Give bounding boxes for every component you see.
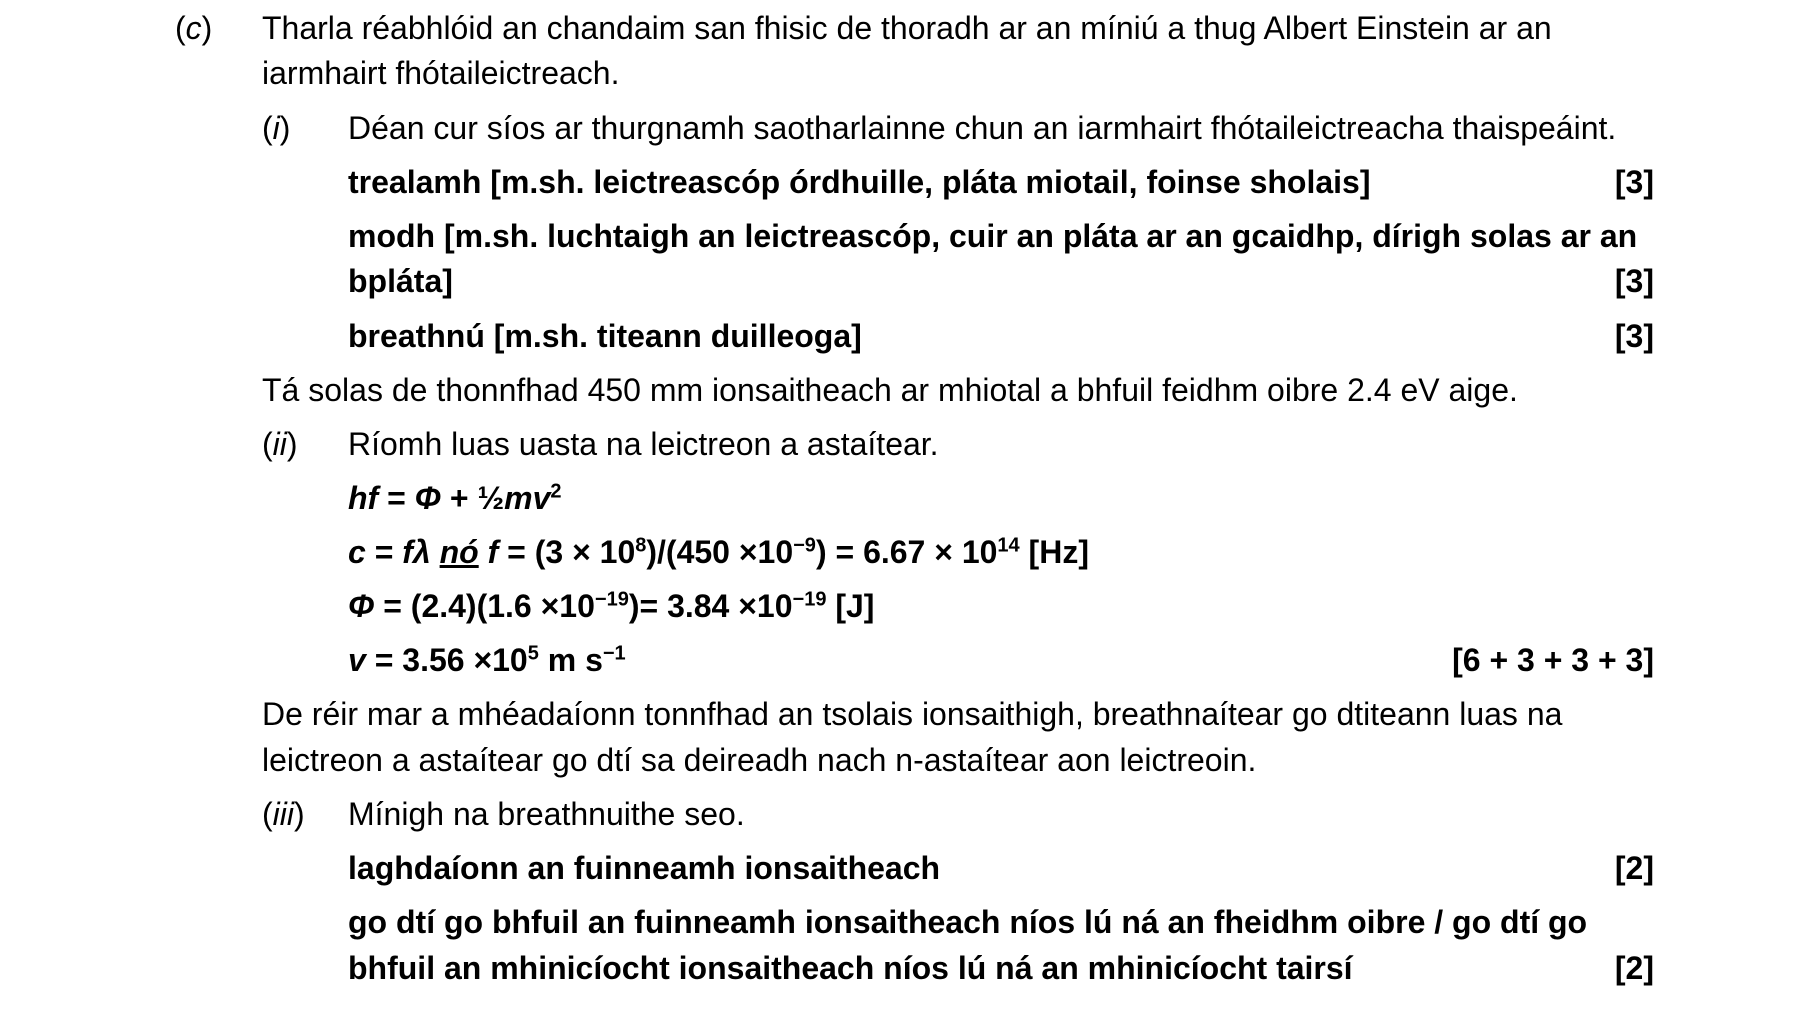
part-i-label: (i) bbox=[262, 110, 291, 146]
part-i-answer-method-mark: [3] bbox=[1614, 263, 1654, 299]
equation-work-function: $\Phi = (2.4)(1.6 \times 10^{-19})= 3.84 \times 10^{-19}$ [J] bbox=[348, 588, 875, 624]
part-iii-question: Mínigh na breathnuithe seo. bbox=[348, 796, 745, 832]
part-c-label: (c) bbox=[175, 10, 213, 46]
problem-statement: Tá solas de thonnfhad 450 mm ionsaitheach ar mhiotal a bhfuil feidhm oibre 2.4 eV aige. bbox=[262, 372, 1518, 408]
observation-line2: leictreon a astaítear go dtí sa deireadh nach n-astaítear aon leictreoin. bbox=[262, 742, 1257, 778]
part-iii-answer-energy-mark: [2] bbox=[1614, 850, 1654, 886]
equation-frequency: c = fλ nó $f = (3 \times 10^8)/(450 \times 10^{-9}) = 6.67 \times 10^{14}$ [Hz] bbox=[348, 534, 1089, 570]
part-i-answer-method-line2: bpláta] bbox=[348, 263, 453, 299]
part-c-intro-line1: Tharla réabhlóid an chandaim san fhisic de thoradh ar an míniú a thug Albert Einstein ar an bbox=[262, 10, 1552, 46]
part-c-intro-line2: iarmhairt fhótaileictreach. bbox=[262, 55, 620, 91]
observation-line1: De réir mar a mhéadaíonn tonnfhad an tsolais ionsaithigh, breathnaítear go dtiteann luas na bbox=[262, 696, 1563, 732]
part-iii-answer-threshold-line2: bhfuil an mhinicíocht ionsaitheach níos lú ná an mhinicíocht tairsí bbox=[348, 950, 1353, 986]
part-i-answer-equipment: trealamh [m.sh. leictreascóp órdhuille, pláta miotail, foinse sholais] bbox=[348, 164, 1371, 200]
part-iii-label: (iii) bbox=[262, 796, 305, 832]
part-i-answer-observation-mark: [3] bbox=[1614, 318, 1654, 354]
part-ii-label: (ii) bbox=[262, 426, 298, 462]
part-i-answer-equipment-mark: [3] bbox=[1614, 164, 1654, 200]
part-ii-question: Ríomh luas uasta na leictreon a astaítear. bbox=[348, 426, 939, 462]
part-i-question: Déan cur síos ar thurgnamh saotharlainne chun an iarmhairt fhótaileictreacha thaispeáint. bbox=[348, 110, 1617, 146]
part-iii-answer-threshold-mark: [2] bbox=[1614, 950, 1654, 986]
part-iii-answer-threshold-line1: go dtí go bhfuil an fuinneamh ionsaitheach níos lú ná an fheidhm oibre / go dtí go bbox=[348, 904, 1588, 940]
part-iii-answer-energy: laghdaíonn an fuinneamh ionsaitheach bbox=[348, 850, 941, 886]
part-i-answer-method-line1: modh [m.sh. luchtaigh an leictreascóp, cuir an pláta ar an gcaidhp, dírigh solas ar an bbox=[348, 218, 1638, 254]
equation-velocity: $v = 3.56 \times 10^5$ m $s^{-1}$ bbox=[348, 642, 626, 678]
part-ii-mark: [6 + 3 + 3 + 3] bbox=[1452, 642, 1654, 678]
part-i-answer-observation: breathnú [m.sh. titeann duilleoga] bbox=[348, 318, 862, 354]
equation-photoelectric: hf = $\Phi + \frac{1}{2}mv^2$ bbox=[348, 480, 562, 516]
